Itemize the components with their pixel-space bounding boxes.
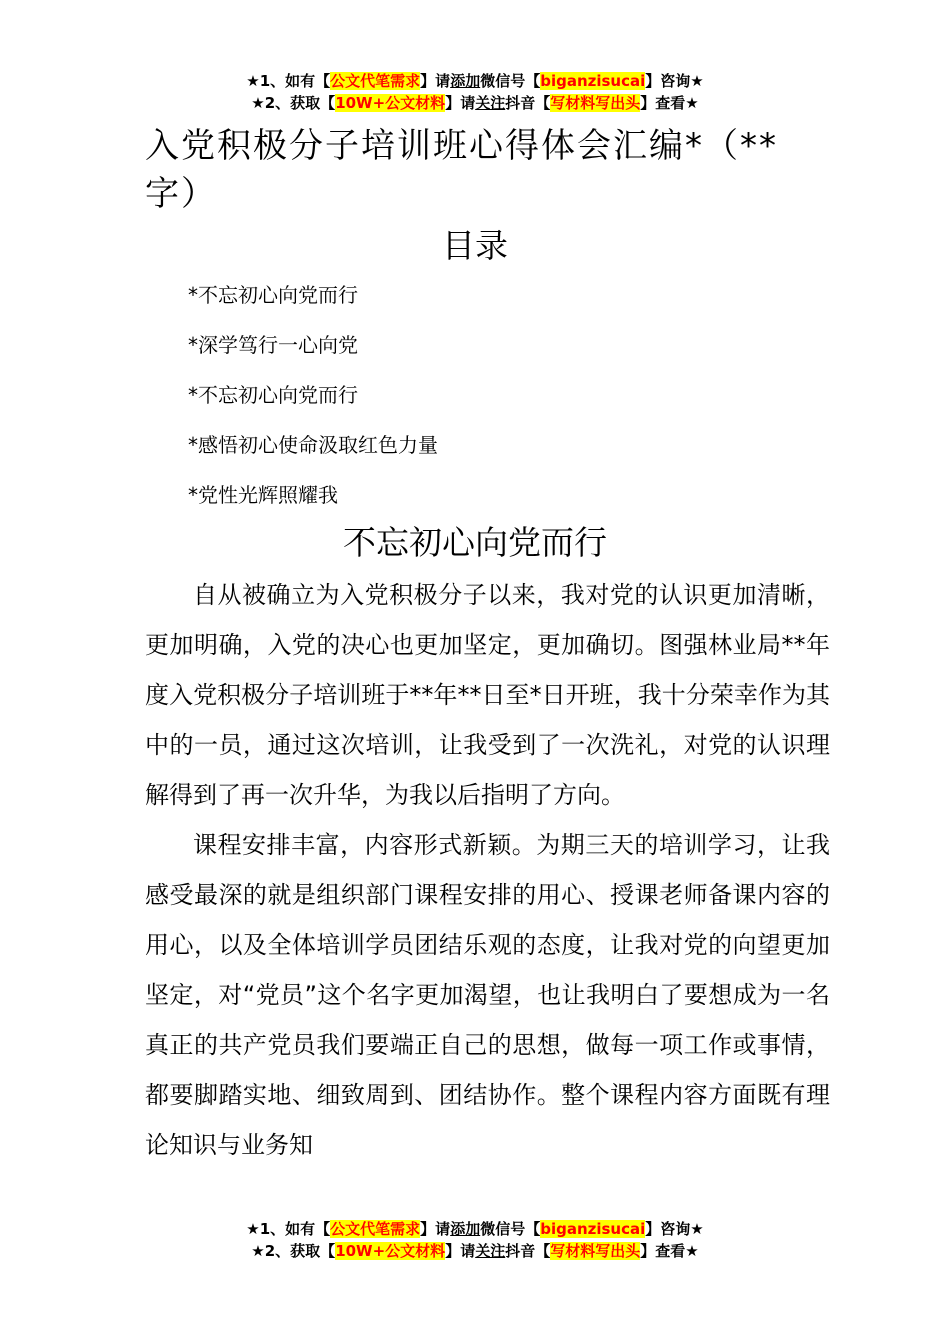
promo-text: 】请 [445,94,476,112]
promo-banner-bottom [0,1218,950,1262]
section-title: 不忘初心向党而行 [343,523,607,562]
promo-text: ★2、获取【 [251,1242,336,1260]
promo-text: 抖音【 [505,94,551,112]
toc-item: *不忘初心向党而行 [188,283,358,307]
toc-item: *深学笃行一心向党 [188,333,358,357]
promo-text: 】请 [445,1242,476,1260]
wechat-id: biganzisucai [540,72,646,90]
paragraph: 课程安排丰富，内容形式新颖。为期三天的培训学习，让我感受最深的就是组织部门课程安排的用心、授课老师备课内容的用心，以及全体培训学员团结乐观的态度，让我对党的向望更加坚定，对“党员”这个名字更加渴望，也让我明白了要想成为一名真正的共产党员我们要端正自己的思想，做每一项工作或事情，都要脚踏实地、细致周到、团结协作。整个课程内容方面既有理论知识与业务知 [145,831,830,1159]
wechat-id: biganzisucai [540,1220,646,1238]
toc-item: *不忘初心向党而行 [188,383,358,407]
promo-text: 】咨询★ [645,72,704,90]
promo-text: ★1、如有【 [246,1220,331,1238]
highlight-text: 10W+公文材料 [335,94,446,112]
promo-text: ★2、获取【 [251,94,336,112]
highlight-text: 公文代笔需求 [330,72,421,90]
promo-text: 】查看★ [640,94,699,112]
highlight-text: 10W+公文材料 [335,1242,446,1260]
underlined-text: 添加 [450,1220,481,1238]
section-body [145,570,830,1170]
promo-text: 微信号【 [480,1220,541,1238]
promo-text: 】咨询★ [645,1220,704,1238]
underlined-text: 关注 [475,1242,506,1260]
promo-line-2 [0,1240,950,1262]
table-of-contents [188,278,438,528]
highlight-text: 公文代笔需求 [330,1220,421,1238]
document-title: 入党积极分子培训班心得体会汇编*（**字） [145,126,778,214]
douyin-id: 写材料写出头 [550,1242,641,1260]
promo-line-1 [0,70,950,92]
underlined-text: 关注 [475,94,506,112]
paragraph: 自从被确立为入党积极分子以来，我对党的认识更加清晰，更加明确，入党的决心也更加坚定，更加确切。图强林业局**年度入党积极分子培训班于**年**日至*日开班，我十分荣幸作为其中的一员，通过这次培训，让我受到了一次洗礼，对党的认识理解得到了再一次升华，为我以后指明了方向。 [145,581,830,809]
douyin-id: 写材料写出头 [550,94,641,112]
toc-item: *感悟初心使命汲取红色力量 [188,433,438,457]
promo-text: 】请 [420,1220,451,1238]
promo-text: 】请 [420,72,451,90]
promo-text: ★1、如有【 [246,72,331,90]
promo-text: 】查看★ [640,1242,699,1260]
promo-line-2 [0,92,950,114]
promo-banner-top [0,70,950,114]
promo-text: 微信号【 [480,72,541,90]
promo-line-1 [0,1218,950,1240]
promo-text: 抖音【 [505,1242,551,1260]
underlined-text: 添加 [450,72,481,90]
toc-item: *党性光辉照耀我 [188,483,338,507]
toc-heading: 目录 [442,226,508,265]
